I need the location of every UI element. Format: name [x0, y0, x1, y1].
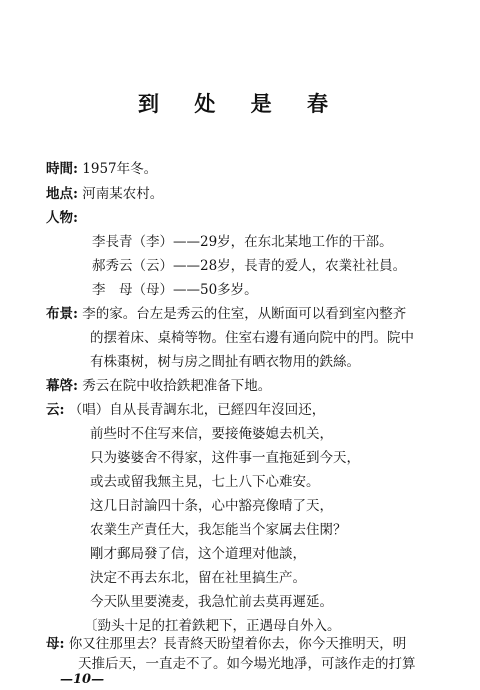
song-line: 这几日討論四十条，心中豁亮像晴了天， — [90, 498, 333, 514]
stage-direction: 〔勁头十足的扛着鉄耙下，正遇母自外入。 — [84, 618, 341, 634]
song-line: 或去或留我無主見，七上八下心难安。 — [90, 474, 320, 490]
speaker-label: 云: — [46, 402, 65, 418]
page-number: —10— — [60, 672, 105, 687]
curtain-line — [46, 377, 271, 395]
play-title: 到 处 是 春 — [138, 91, 342, 116]
character-line: 郝秀云（云）——28岁，長青的爱人，农業社社員。 — [92, 258, 407, 274]
character-line: 李長青（李）——29岁，在东北某地工作的干部。 — [92, 234, 393, 250]
time-label: 時間: — [46, 161, 78, 177]
place-line — [46, 185, 163, 203]
characters-label: 人物: — [46, 210, 78, 226]
time-text: 1957年冬。 — [77, 161, 158, 177]
mother-first-line — [46, 635, 406, 653]
speaker-label: 母: — [46, 636, 65, 652]
setting-label: 布景: — [46, 306, 78, 322]
setting-line: 有株棗树，树与房之間扯有晒衣物用的鉄絲。 — [90, 354, 360, 370]
curtain-label: 幕啓: — [46, 378, 78, 394]
song-line: 決定不再去东北，留在社里搞生产。 — [90, 570, 306, 586]
character-line: 李 母（母）——50多岁。 — [92, 282, 258, 298]
song-line: 农業生产責任大，我怎能当个家属去住閑？ — [90, 522, 347, 538]
place-label: 地点: — [46, 186, 78, 202]
time-line — [46, 160, 157, 178]
place-text: 河南某农村。 — [77, 186, 164, 202]
mother-text: 你又往那里去？長青終天盼望着你去，你今天推明天，明 — [64, 636, 407, 652]
song-text: （唱）自从長青調东北，已經四年沒回还， — [64, 402, 326, 418]
song-line: 今天队里要澆麦，我急忙前去莫再遲延。 — [90, 594, 333, 610]
setting-line — [46, 305, 406, 323]
curtain-text: 秀云在院中收拾鉄耙准备下地。 — [77, 378, 272, 394]
setting-line: 的摆着床、桌椅等物。住室右邊有通向院中的門。院中 — [90, 330, 414, 346]
song-first-line — [46, 401, 325, 419]
setting-text: 李的家。台左是秀云的住室，从断面可以看到室內整齐 — [77, 306, 407, 322]
song-line: 剛才郵局發了信，这个道理对他談， — [90, 546, 306, 562]
song-line: 前些时不住写来信，要接俺婆媳去机关， — [90, 426, 333, 442]
mother-line: 天推后天，一直走不了。如今場光地凈，可該作走的打算 — [78, 656, 416, 672]
song-line: 只为婆婆舍不得家，这件事一直拖延到今天， — [90, 450, 360, 466]
